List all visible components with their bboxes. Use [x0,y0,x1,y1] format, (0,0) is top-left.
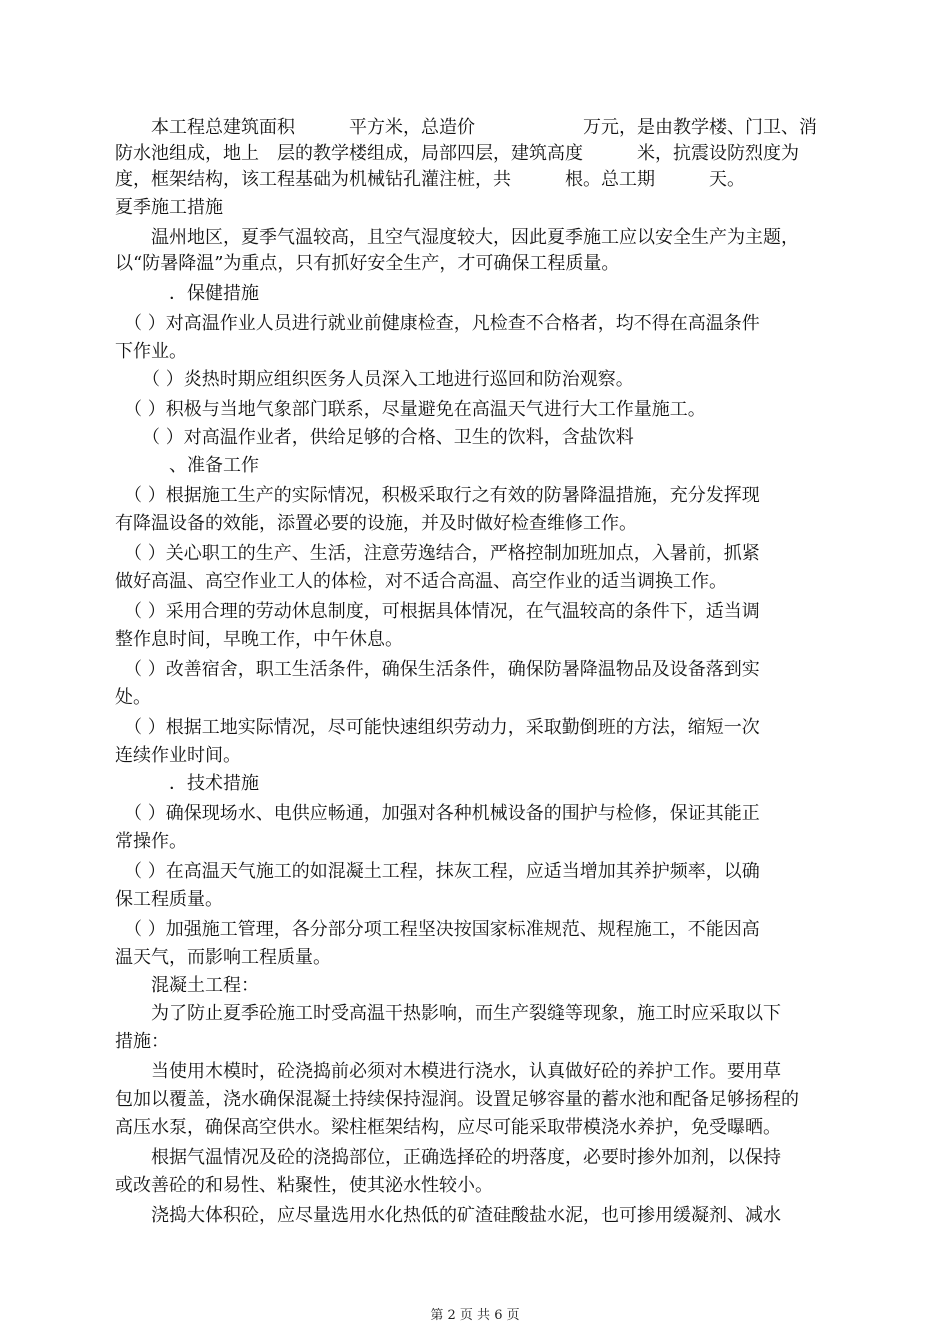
text-line: 浇捣大体积砼，应尽量选用水化热低的矿渣硅酸盐水泥，也可掺用缓凝剂、减水 [115,1205,781,1226]
subsection-heading: 、准备工作 [115,455,259,476]
text-line: 温天气，而影响工程质量。 [115,947,331,968]
text-line: 措施： [115,1031,169,1052]
text-line: （ ）对高温作业者，供给足够的合格、卫生的饮料，含盐饮料 [115,427,634,448]
text-line: 防水池组成，地上 层的教学楼组成，局部四层，建筑高度 米，抗震设防烈度为 [115,143,799,164]
text-line: （ ）关心职工的生产、生活，注意劳逸结合，严格控制加班加点，入暑前，抓紧 [115,543,760,564]
subsection-heading: 混凝土工程： [115,975,259,996]
text-line: 根据气温情况及砼的浇捣部位，正确选择砼的坍落度，必要时掺外加剂，以保持 [115,1147,781,1168]
text-line: （ ）根据工地实际情况，尽可能快速组织劳动力，采取勤倒班的方法，缩短一次 [115,717,760,738]
text-line: （ ）炎热时期应组织医务人员深入工地进行巡回和防治观察。 [115,369,634,390]
page-footer: 第 2 页 共 6 页 [430,1308,520,1323]
text-line: 处。 [115,687,151,708]
text-line: 做好高温、高空作业工人的体检，对不适合高温、高空作业的适当调换工作。 [115,571,727,592]
text-line: （ ）加强施工管理，各分部分项工程坚决按国家标准规范、规程施工，不能因高 [115,919,760,940]
text-line: （ ）积极与当地气象部门联系，尽量避免在高温天气进行大工作量施工。 [115,399,706,420]
text-line: 高压水泵，确保高空供水。梁柱框架结构，应尽可能采取带模浇水养护，免受曝晒。 [115,1117,781,1138]
text-line: 保工程质量。 [115,889,223,910]
text-line: （ ）对高温作业人员进行就业前健康检查，凡检查不合格者，均不得在高温条件 [115,313,760,334]
text-line: 为了防止夏季砼施工时受高温干热影响，而生产裂缝等现象，施工时应采取以下 [115,1003,781,1024]
subsection-heading: ．技术措施 [115,773,259,794]
text-line: （ ）在高温天气施工的如混凝土工程，抹灰工程，应适当增加其养护频率，以确 [115,861,760,882]
text-line: 本工程总建筑面积 平方米，总造价 万元，是由教学楼、门卫、消 [115,117,817,138]
text-line: 以“防暑降温”为重点，只有抓好安全生产，才可确保工程质量。 [115,253,620,274]
text-line: 连续作业时间。 [115,745,241,766]
text-line: 下作业。 [115,341,187,362]
text-line: （ ）采用合理的劳动休息制度，可根据具体情况，在气温较高的条件下，适当调 [115,601,760,622]
text-line: （ ）根据施工生产的实际情况，积极采取行之有效的防暑降温措施，充分发挥现 [115,485,760,506]
text-line: 当使用木模时，砼浇捣前必须对木模进行浇水，认真做好砼的养护工作。要用草 [115,1061,781,1082]
text-line: 有降温设备的效能，添置必要的设施，并及时做好检查维修工作。 [115,513,637,534]
text-line: 常操作。 [115,831,187,852]
text-line: （ ）确保现场水、电供应畅通，加强对各种机械设备的围护与检修，保证其能正 [115,803,760,824]
text-line: 温州地区，夏季气温较高，且空气湿度较大，因此夏季施工应以安全生产为主题， [115,227,799,248]
subsection-heading: ．保健措施 [115,283,259,304]
text-line: 或改善砼的和易性、粘聚性，使其泌水性较小。 [115,1175,493,1196]
text-line: （ ）改善宿舍，职工生活条件，确保生活条件，确保防暑降温物品及设备落到实 [115,659,760,680]
section-heading: 夏季施工措施 [115,197,223,218]
text-line: 度，框架结构，该工程基础为机械钻孔灌注桩，共 根。总工期 天。 [115,169,745,190]
text-line: 整作息时间，早晚工作，中午休息。 [115,629,403,650]
text-line: 包加以覆盖，浇水确保混凝土持续保持湿润。设置足够容量的蓄水池和配备足够扬程的 [115,1089,799,1110]
